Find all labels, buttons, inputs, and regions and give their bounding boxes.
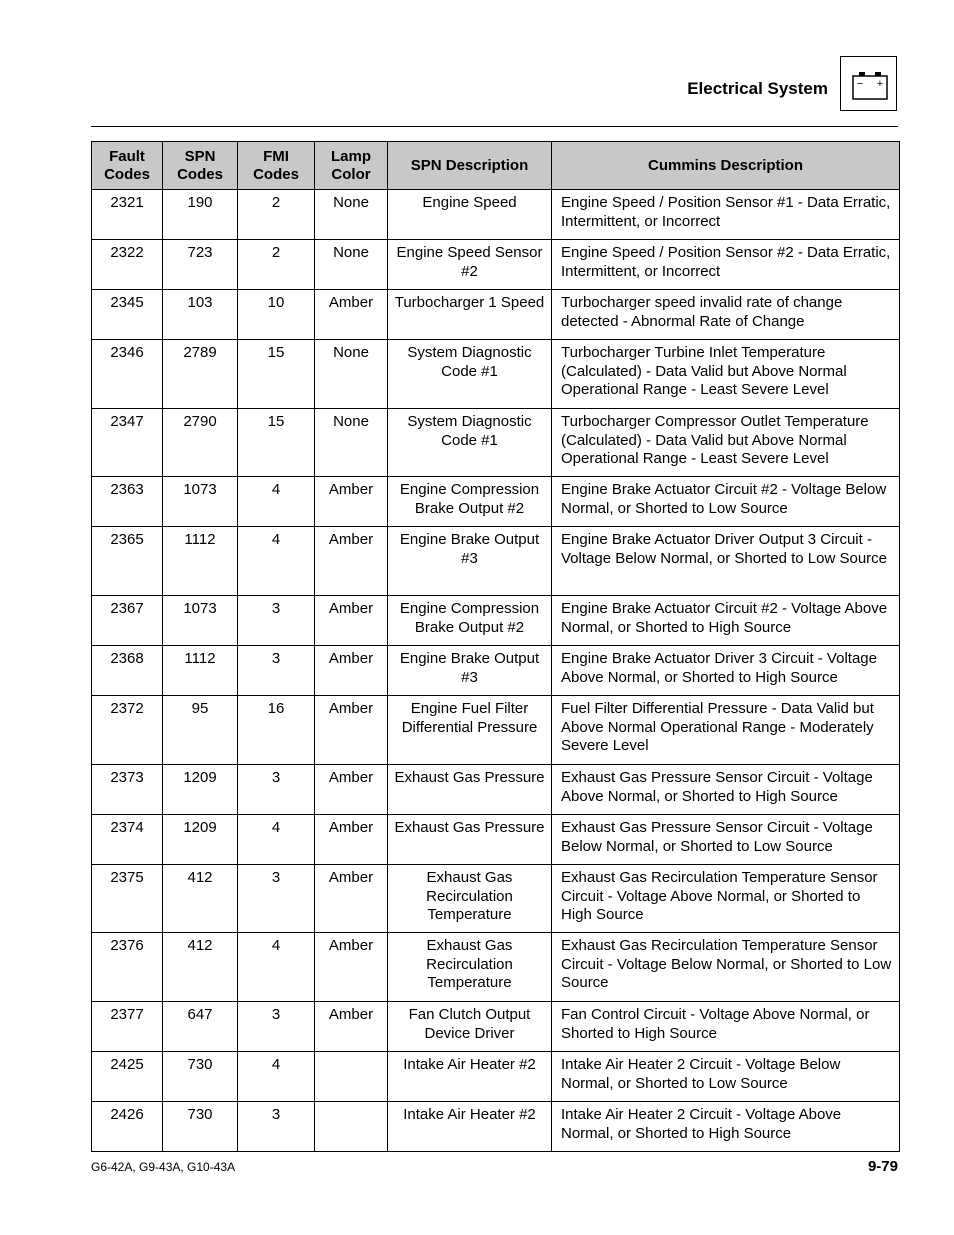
spn-code-cell: 730	[163, 1102, 238, 1152]
fault-code-cell: 2365	[92, 527, 163, 596]
spn-code-cell: 730	[163, 1052, 238, 1102]
spn-code-cell: 412	[163, 865, 238, 933]
cummins-description-cell: Engine Brake Actuator Circuit #2 - Voltage Above Normal, or Shorted to High Source	[552, 596, 900, 646]
table-row	[92, 1052, 900, 1102]
spn-description-cell: Fan Clutch Output Device Driver	[388, 1002, 552, 1052]
fault-code-cell: 2426	[92, 1102, 163, 1152]
spn-description-cell: Engine Fuel Filter Differential Pressure	[388, 696, 552, 765]
lamp-color-cell: Amber	[315, 527, 388, 596]
spn-code-cell: 1209	[163, 815, 238, 865]
cummins-description-cell: Intake Air Heater 2 Circuit - Voltage Above Normal, or Shorted to High Source	[552, 1102, 900, 1152]
spn-description-cell: Engine Speed Sensor #2	[388, 240, 552, 290]
fault-code-cell: 2347	[92, 409, 163, 477]
spn-code-cell: 190	[163, 190, 238, 240]
table-row	[92, 527, 900, 596]
table-row	[92, 290, 900, 340]
battery-plus-label: +	[876, 78, 884, 90]
table-row	[92, 1102, 900, 1152]
table-row	[92, 865, 900, 933]
cummins-description-cell: Engine Speed / Position Sensor #1 - Data Erratic, Intermittent, or Incorrect	[552, 190, 900, 240]
spn-description-cell: Exhaust Gas Recirculation Temperature	[388, 933, 552, 1002]
lamp-color-cell: Amber	[315, 596, 388, 646]
spn-description-cell: Turbocharger 1 Speed	[388, 290, 552, 340]
column-header-fmi-codes: FMI Codes	[238, 142, 315, 190]
cummins-description-cell: Exhaust Gas Pressure Sensor Circuit - Voltage Below Normal, or Shorted to Low Source	[552, 815, 900, 865]
battery-minus-label: −	[856, 78, 864, 90]
spn-code-cell: 412	[163, 933, 238, 1002]
spn-description-cell: Exhaust Gas Pressure	[388, 765, 552, 815]
fmi-code-cell: 4	[238, 933, 315, 1002]
lamp-color-cell: None	[315, 190, 388, 240]
fault-code-cell: 2368	[92, 646, 163, 696]
fault-code-cell: 2363	[92, 477, 163, 527]
cummins-description-cell: Exhaust Gas Recirculation Temperature Sensor Circuit - Voltage Above Normal, or Shorted to High Source	[552, 865, 900, 933]
column-header-cummins-description: Cummins Description	[552, 142, 900, 190]
fault-code-cell: 2375	[92, 865, 163, 933]
fmi-code-cell: 2	[238, 240, 315, 290]
fmi-code-cell: 10	[238, 290, 315, 340]
fmi-code-cell: 15	[238, 340, 315, 409]
fmi-code-cell: 3	[238, 1002, 315, 1052]
cummins-description-cell: Intake Air Heater 2 Circuit - Voltage Below Normal, or Shorted to Low Source	[552, 1052, 900, 1102]
fault-code-table	[91, 141, 900, 1152]
spn-code-cell: 95	[163, 696, 238, 765]
table-row	[92, 815, 900, 865]
table-row	[92, 340, 900, 409]
cummins-description-cell: Engine Brake Actuator Driver Output 3 Circuit - Voltage Below Normal, or Shorted to Low Source	[552, 527, 900, 596]
lamp-color-cell: Amber	[315, 477, 388, 527]
fault-code-cell: 2345	[92, 290, 163, 340]
fmi-code-cell: 3	[238, 1102, 315, 1152]
table-row	[92, 933, 900, 1002]
fmi-code-cell: 3	[238, 765, 315, 815]
table-row	[92, 765, 900, 815]
fmi-code-cell: 16	[238, 696, 315, 765]
column-header-fault-codes: Fault Codes	[92, 142, 163, 190]
lamp-color-cell	[315, 1052, 388, 1102]
cummins-description-cell: Fan Control Circuit - Voltage Above Normal, or Shorted to High Source	[552, 1002, 900, 1052]
fmi-code-cell: 4	[238, 1052, 315, 1102]
spn-code-cell: 1073	[163, 477, 238, 527]
fmi-code-cell: 15	[238, 409, 315, 477]
lamp-color-cell: Amber	[315, 933, 388, 1002]
cummins-description-cell: Turbocharger Turbine Inlet Temperature (Calculated) - Data Valid but Above Normal Operational Range - Least Severe Level	[552, 340, 900, 409]
spn-description-cell: Engine Brake Output #3	[388, 527, 552, 596]
column-header-spn-codes: SPN Codes	[163, 142, 238, 190]
lamp-color-cell: Amber	[315, 1002, 388, 1052]
spn-code-cell: 1209	[163, 765, 238, 815]
spn-code-cell: 103	[163, 290, 238, 340]
spn-description-cell: Engine Brake Output #3	[388, 646, 552, 696]
table-row	[92, 190, 900, 240]
spn-description-cell: Engine Speed	[388, 190, 552, 240]
spn-code-cell: 2790	[163, 409, 238, 477]
spn-code-cell: 1073	[163, 596, 238, 646]
table-row	[92, 646, 900, 696]
spn-description-cell: Engine Compression Brake Output #2	[388, 477, 552, 527]
spn-description-cell: Exhaust Gas Pressure	[388, 815, 552, 865]
spn-code-cell: 1112	[163, 646, 238, 696]
lamp-color-cell: Amber	[315, 815, 388, 865]
fault-code-cell: 2372	[92, 696, 163, 765]
fault-code-cell: 2322	[92, 240, 163, 290]
table-body	[92, 190, 900, 1152]
footer-models: G6-42A, G9-43A, G10-43A	[91, 1160, 236, 1174]
fmi-code-cell: 4	[238, 527, 315, 596]
lamp-color-cell: None	[315, 409, 388, 477]
spn-code-cell: 647	[163, 1002, 238, 1052]
spn-description-cell: Intake Air Heater #2	[388, 1102, 552, 1152]
lamp-color-cell: Amber	[315, 290, 388, 340]
fmi-code-cell: 3	[238, 596, 315, 646]
fault-code-cell: 2321	[92, 190, 163, 240]
fmi-code-cell: 3	[238, 865, 315, 933]
fault-code-cell: 2346	[92, 340, 163, 409]
spn-description-cell: Engine Compression Brake Output #2	[388, 596, 552, 646]
lamp-color-cell	[315, 1102, 388, 1152]
header-rule	[91, 126, 898, 127]
cummins-description-cell: Engine Brake Actuator Driver 3 Circuit - Voltage Above Normal, or Shorted to High Source	[552, 646, 900, 696]
lamp-color-cell: Amber	[315, 696, 388, 765]
spn-description-cell: System Diagnostic Code #1	[388, 409, 552, 477]
battery-icon	[840, 56, 897, 111]
column-header-lamp-color: Lamp Color	[315, 142, 388, 190]
lamp-color-cell: None	[315, 340, 388, 409]
fault-code-cell: 2367	[92, 596, 163, 646]
cummins-description-cell: Engine Speed / Position Sensor #2 - Data Erratic, Intermittent, or Incorrect	[552, 240, 900, 290]
table-row	[92, 477, 900, 527]
fault-code-cell: 2376	[92, 933, 163, 1002]
section-title: Electrical System	[687, 79, 828, 98]
table-row	[92, 240, 900, 290]
cummins-description-cell: Exhaust Gas Pressure Sensor Circuit - Voltage Above Normal, or Shorted to High Source	[552, 765, 900, 815]
cummins-description-cell: Fuel Filter Differential Pressure - Data Valid but Above Normal Operational Range - Moderately Severe Level	[552, 696, 900, 765]
lamp-color-cell: Amber	[315, 646, 388, 696]
lamp-color-cell: Amber	[315, 865, 388, 933]
fault-code-cell: 2373	[92, 765, 163, 815]
spn-code-cell: 2789	[163, 340, 238, 409]
fmi-code-cell: 4	[238, 815, 315, 865]
fmi-code-cell: 4	[238, 477, 315, 527]
spn-description-cell: Exhaust Gas Recirculation Temperature	[388, 865, 552, 933]
spn-code-cell: 723	[163, 240, 238, 290]
lamp-color-cell: None	[315, 240, 388, 290]
table-row	[92, 409, 900, 477]
table-header-row	[92, 142, 900, 190]
spn-code-cell: 1112	[163, 527, 238, 596]
table-row	[92, 596, 900, 646]
cummins-description-cell: Exhaust Gas Recirculation Temperature Sensor Circuit - Voltage Below Normal, or Shorted to Low Source	[552, 933, 900, 1002]
fault-code-cell: 2377	[92, 1002, 163, 1052]
spn-description-cell: System Diagnostic Code #1	[388, 340, 552, 409]
column-header-spn-description: SPN Description	[388, 142, 552, 190]
spn-description-cell: Intake Air Heater #2	[388, 1052, 552, 1102]
lamp-color-cell: Amber	[315, 765, 388, 815]
cummins-description-cell: Turbocharger Compressor Outlet Temperature (Calculated) - Data Valid but Above Normal Operational Range - Least Severe Level	[552, 409, 900, 477]
cummins-description-cell: Turbocharger speed invalid rate of change detected - Abnormal Rate of Change	[552, 290, 900, 340]
footer-page-number: 9-79	[867, 1158, 898, 1175]
fault-code-cell: 2374	[92, 815, 163, 865]
fmi-code-cell: 3	[238, 646, 315, 696]
cummins-description-cell: Engine Brake Actuator Circuit #2 - Voltage Below Normal, or Shorted to Low Source	[552, 477, 900, 527]
fault-code-cell: 2425	[92, 1052, 163, 1102]
table-row	[92, 1002, 900, 1052]
table-row	[92, 696, 900, 765]
fmi-code-cell: 2	[238, 190, 315, 240]
